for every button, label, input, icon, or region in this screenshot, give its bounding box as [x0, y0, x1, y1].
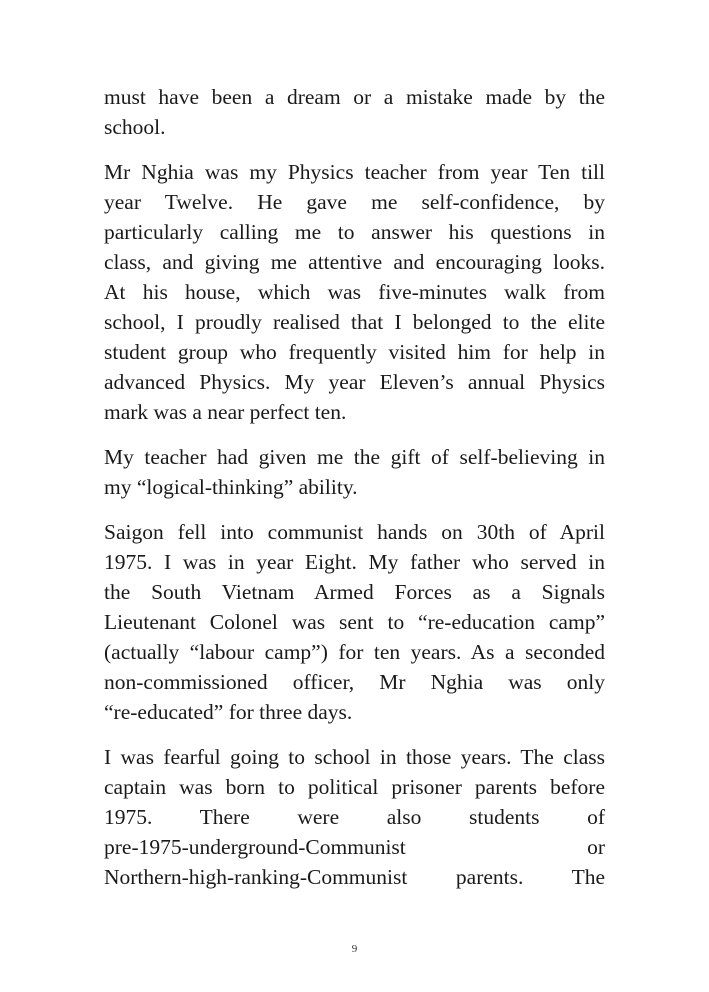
text-line: 1975. I was in year Eight. My father who served in	[104, 550, 605, 574]
text-line: student group who frequently visited him for help in	[104, 340, 605, 364]
text-line: “re-educated” for three days.	[104, 700, 353, 724]
text-line: must have been a dream or a mistake made by the	[104, 85, 605, 109]
body-text	[104, 82, 605, 907]
text-line: My teacher had given me the gift of self-believing in	[104, 445, 605, 469]
text-line: school.	[104, 115, 166, 139]
text-line: Northern-high-ranking-Communist parents. The	[104, 865, 605, 889]
text-line: class, and giving me attentive and encouraging looks.	[104, 250, 605, 274]
paragraph-3	[104, 442, 605, 502]
paragraph-1	[104, 82, 605, 142]
text-line: Saigon fell into communist hands on 30th of April	[104, 520, 605, 544]
text-line: my “logical-thinking” ability.	[104, 475, 358, 499]
text-line: advanced Physics. My year Eleven’s annual Physics	[104, 370, 605, 394]
paragraph-2	[104, 157, 605, 427]
text-line: 1975. There were also students of	[104, 805, 605, 829]
text-line: Lieutenant Colonel was sent to “re-education camp”	[104, 610, 605, 634]
text-line: non-commissioned officer, Mr Nghia was only	[104, 670, 605, 694]
paragraph-4	[104, 517, 605, 727]
page-number: 9	[351, 943, 358, 955]
text-line: the South Vietnam Armed Forces as a Signals	[104, 580, 605, 604]
text-line: particularly calling me to answer his questions in	[104, 220, 605, 244]
text-line: (actually “labour camp”) for ten years. As a seconded	[104, 640, 605, 664]
text-line: Mr Nghia was my Physics teacher from year Ten till	[104, 160, 605, 184]
text-line: captain was born to political prisoner parents before	[104, 775, 605, 799]
text-line: mark was a near perfect ten.	[104, 400, 347, 424]
text-line: school, I proudly realised that I belonged to the elite	[104, 310, 605, 334]
text-line: I was fearful going to school in those years. The class	[104, 745, 605, 769]
text-line: At his house, which was five-minutes walk from	[104, 280, 605, 304]
text-line: pre-1975-underground-Communist or	[104, 835, 605, 859]
paragraph-5	[104, 742, 605, 892]
text-line: year Twelve. He gave me self-confidence, by	[104, 190, 605, 214]
